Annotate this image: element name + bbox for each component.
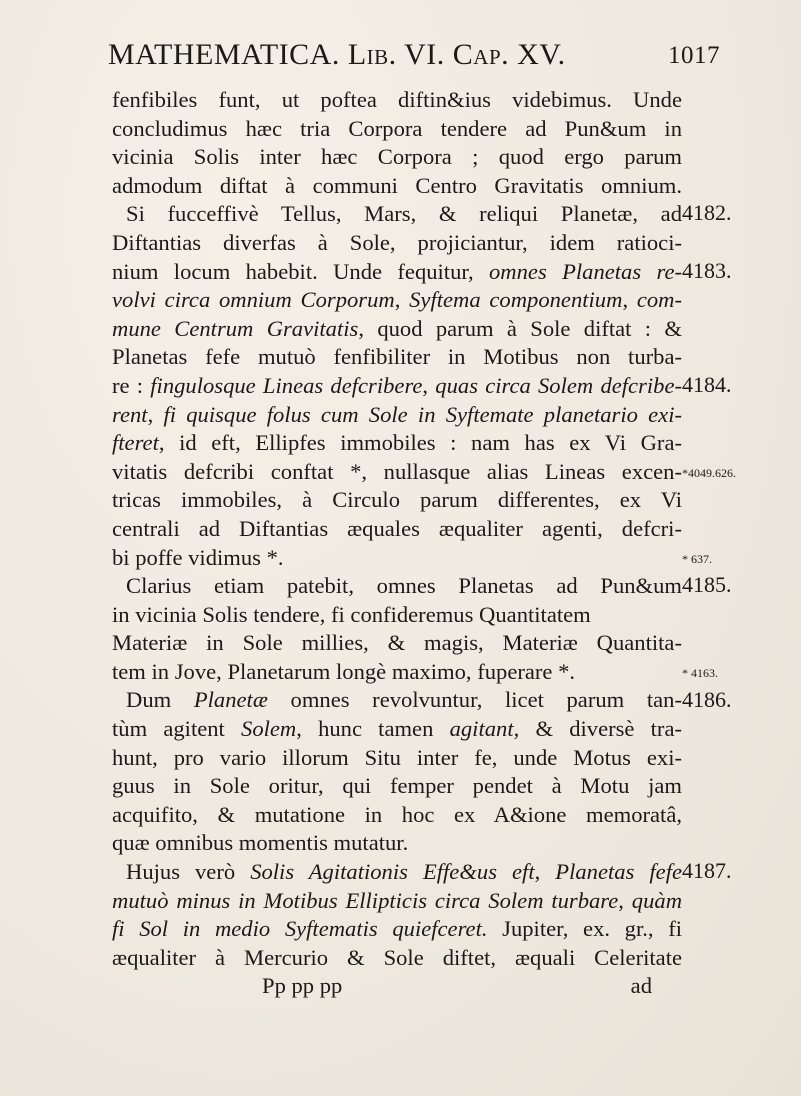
text-line [112,115,682,144]
text-span: bi poffe vidimus *. [112,544,284,570]
text-span: , quod parum à Sole diftat : & [358,315,682,341]
text-line [112,343,682,372]
italic-span: rent [112,401,148,427]
text-span: admodum diftat à communi Centro Gravitatis omnium. [112,172,682,198]
text-line [112,686,682,715]
text-line [112,772,682,801]
margin-note: * 637. [682,551,712,566]
italic-span: quas circa Solem defcribe- [435,372,682,398]
text-line [112,429,682,458]
italic-span: Syftema componentium [409,287,623,313]
text-line [112,658,682,687]
text-line [112,172,682,201]
text-span: Materiæ in Sole millies, & magis, Materiæ Quantita- [112,630,682,656]
margin-note: 4187. [682,858,732,884]
italic-span: fi quisque folus cum Sole in Syftemate planetario exi- [163,401,683,427]
signature-mark: Pp pp pp [262,973,343,999]
text-span: tem in Jove, Planetarum longè maximo, fuperare *. [112,658,576,684]
italic-span: agitant [449,716,514,742]
text-span: fenfibiles funt, ut poftea diftin&ius videbimus. Unde [112,87,682,112]
page-number: 1017 [668,42,720,69]
text-line [112,86,682,115]
text-line [112,544,682,573]
text-line [112,944,682,973]
margin-note: 4186. [682,686,732,712]
catchline [112,972,682,1001]
text-span: hunt, pro vario illorum Situ inter fe, unde Motus exi- [112,744,682,770]
italic-span: Solem [241,716,297,742]
italic-span: fi Sol in medio Syftematis quiefceret. [112,916,488,942]
text-span: , [422,372,436,398]
text-span: Hujus verò [126,859,251,885]
text-line [112,486,682,515]
text-span: guus in Sole oritur, qui femper pendet à Motu jam [112,773,682,799]
text-line [112,629,682,658]
text-span: tùm agitent [112,716,242,742]
italic-span: Planetæ [193,687,268,713]
text-span: Planetas fefe mutuò fenfibiliter in Motibus non turba- [112,344,682,370]
italic-span: com- [636,287,683,313]
margin-note: 4182. [682,200,732,226]
text-line [112,200,682,229]
text-line [112,372,682,401]
text-span: centrali ad Diftantias æquales æqualiter agenti, defcri- [112,515,682,541]
text-line [112,801,682,830]
text-line [112,715,682,744]
text-span: Diftantias diverfas à Sole, projiciantur, idem ratioci- [112,229,682,255]
text-line [112,601,682,630]
text-span: , [534,859,556,885]
body-text [112,86,682,1001]
text-span: tricas immobiles, à Circulo parum differentes, ex Vi [112,487,682,513]
text-line [112,401,682,430]
text-span: , [394,287,410,313]
text-span: vitatis defcribi conftat *, nullasque alias Lineas excen- [112,458,682,484]
text-span: , [618,887,632,913]
text-line [112,887,682,916]
text-line [112,858,682,887]
text-span: concludimus hæc tria Corpora tendere ad Pun&um in [112,115,682,141]
margin-note: 4185. [682,572,732,598]
margin-note: * 4163. [682,666,718,680]
text-span: æqualiter à Mercurio & Sole diftet, æquali Celeritate [112,944,682,970]
italic-span: quàm [631,887,683,913]
text-span: re : [112,372,151,398]
running-head-title: MATHEMATICA. Lib. VI. Cap. XV. [108,38,566,71]
italic-span: Solis Agitationis Effe&us eft [250,859,535,885]
text-span: Dum [126,687,194,713]
running-head [108,38,720,72]
text-line [112,258,682,287]
margin-note: 4184. [682,372,732,397]
text-span: nium locum habebit. Unde fequitur, [112,258,489,284]
text-span: , & diversè tra- [513,716,682,742]
text-line [112,915,682,944]
text-span: , id eft, Ellipfes immobiles : nam has ex Vi Gra- [158,430,682,456]
italic-span: volvi circa omnium Corporum [112,287,395,313]
text-line [112,458,682,487]
text-line [112,572,682,601]
text-span: in vicinia Solis tendere, fi confideremus Quantitatem [112,601,591,627]
italic-span: mutuò minus in Motibus Ellipticis circa Solem turbare [112,887,619,913]
text-span: , hunc tamen [296,716,450,742]
text-span: Si fucceffivè Tellus, Mars, & reliqui Planetæ, ad [126,201,682,227]
text-line [112,744,682,773]
text-span: quæ omnibus momentis mutatur. [112,830,409,856]
italic-span: Planetas fefe [555,859,683,885]
catchword: ad [630,973,652,999]
text-span: , [622,287,637,313]
text-span: vicinia Solis inter hæc Corpora ; quod ergo parum [112,144,682,170]
text-line [112,286,682,315]
text-span: omnes revolvuntur, licet parum tan- [267,687,683,713]
italic-span: omnes Planetas re- [489,258,682,284]
text-line [112,829,682,858]
italic-span: mune Centrum Gravitatis [112,315,359,341]
text-span: acquifito, & mutatione in hoc ex A&ione memoratâ, [112,801,682,827]
text-line [112,229,682,258]
text-span: Clarius etiam patebit, omnes Planetas ad Pun&um [126,573,682,599]
text-span: , [147,401,164,427]
italic-span: fingulosque Lineas defcribere [150,372,423,398]
margin-note: 4183. [682,257,732,283]
margin-note: *4049.626. [682,465,736,480]
text-line [112,515,682,544]
text-span: Jupiter, ex. gr., fi [487,916,682,942]
italic-span: fteret [112,430,159,456]
text-line [112,315,682,344]
text-line [112,143,682,172]
